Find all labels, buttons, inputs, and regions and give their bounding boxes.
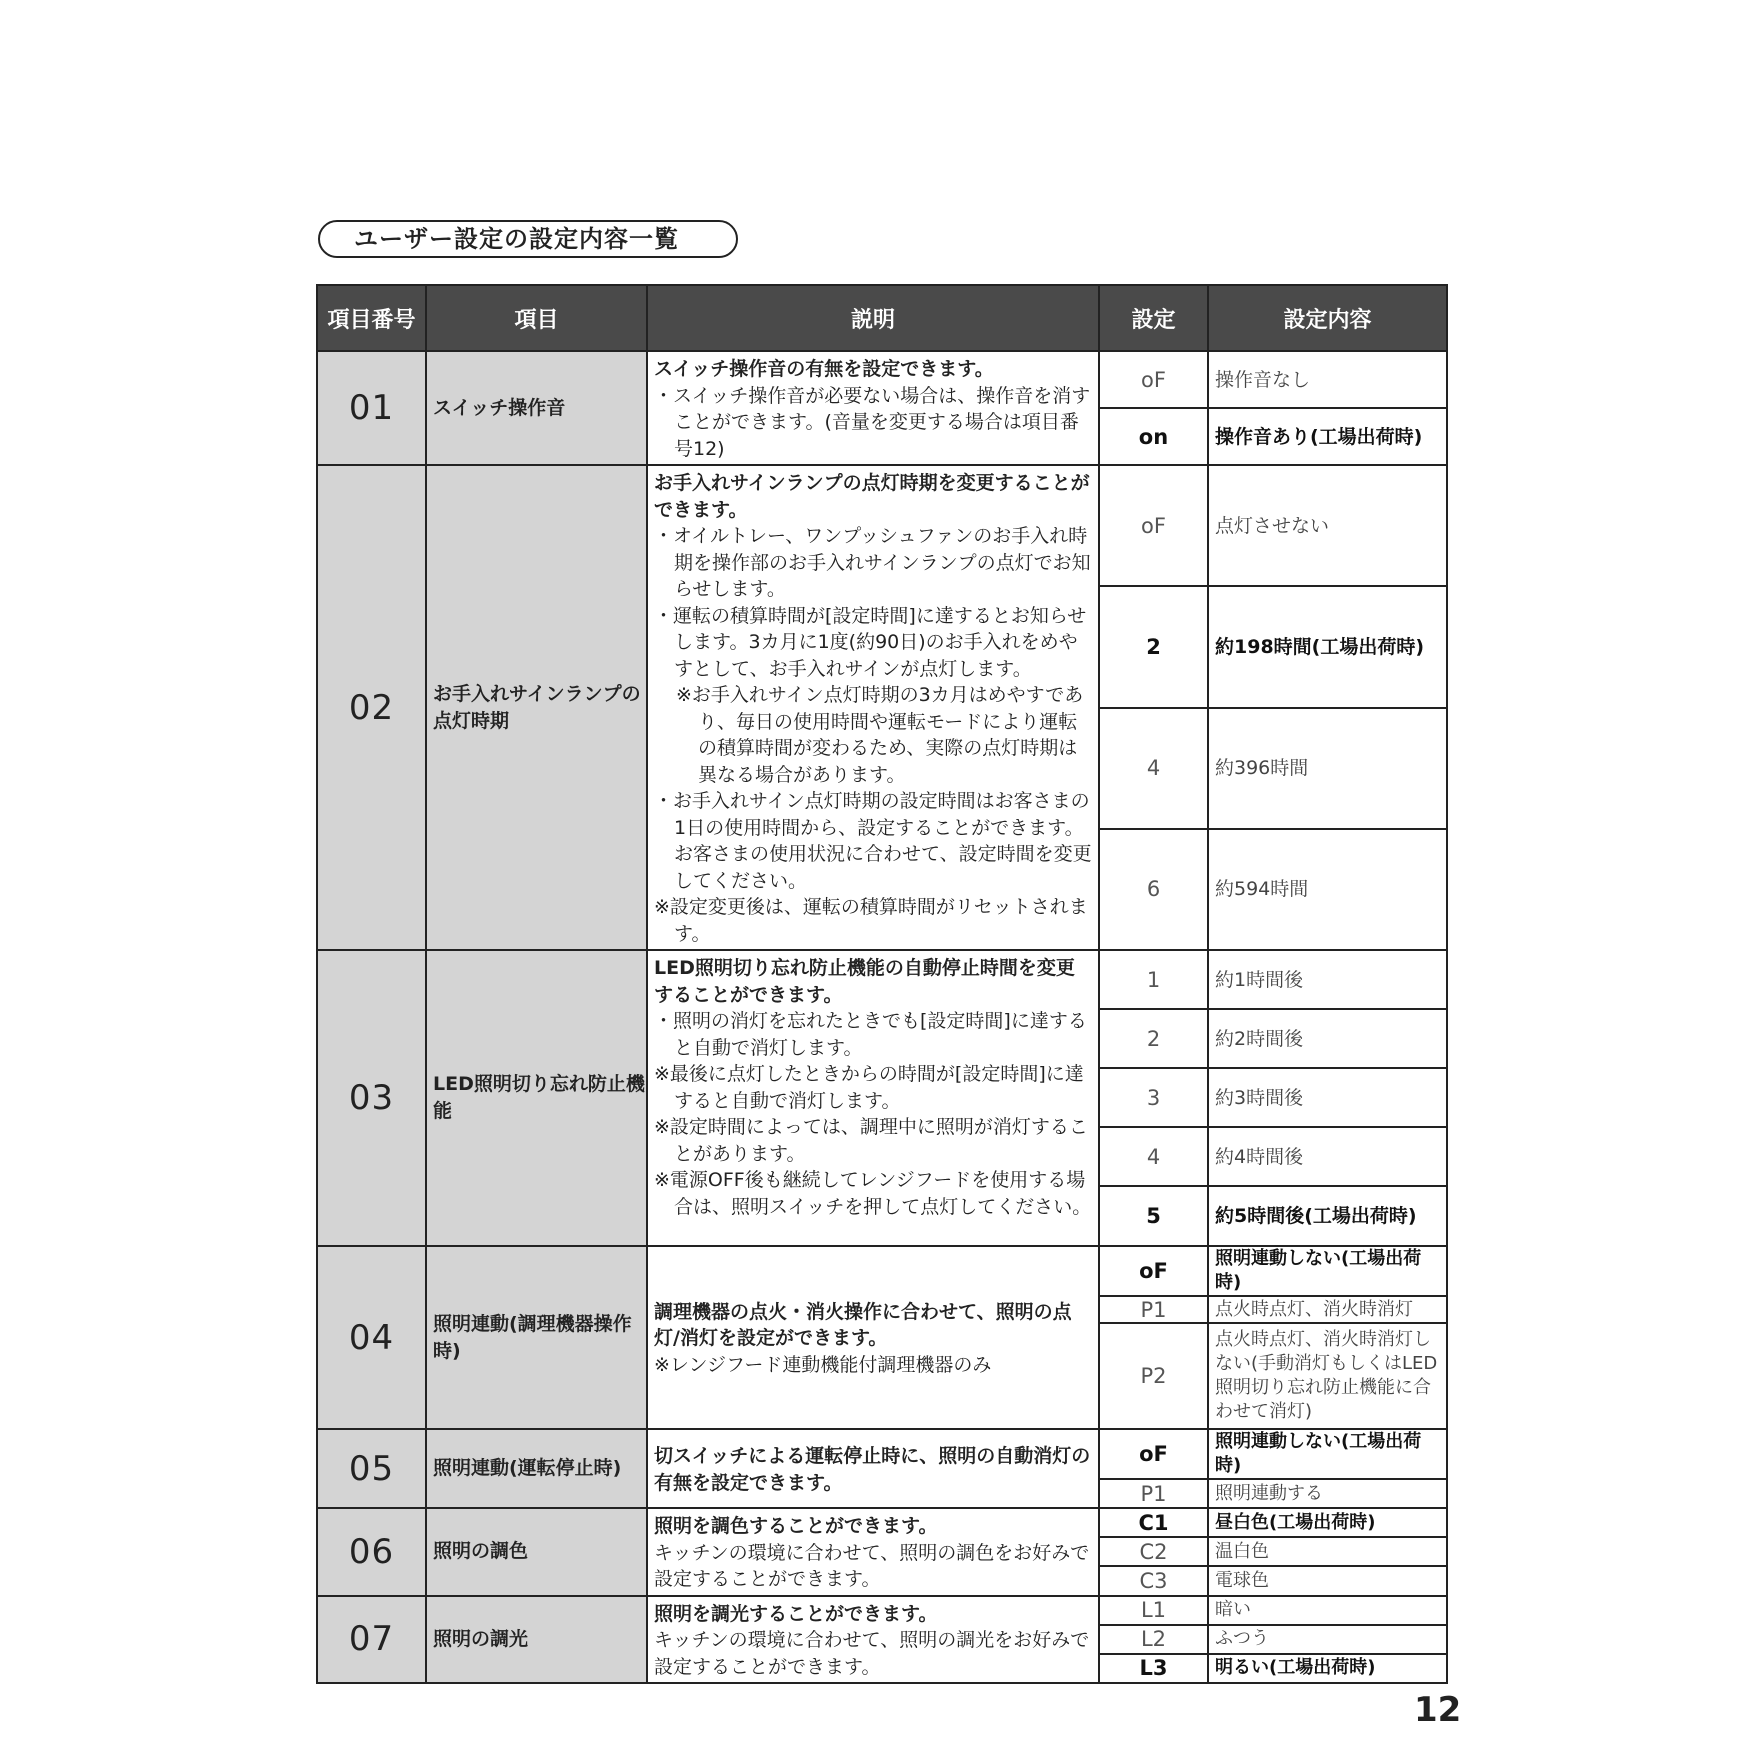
setting-code: L1: [1099, 1596, 1208, 1625]
setting-value: 約1時間後: [1208, 950, 1447, 1009]
item-number: 06: [317, 1508, 426, 1596]
item-description: [647, 1246, 1099, 1429]
setting-code: 5: [1099, 1186, 1208, 1246]
setting-code: 2: [1099, 586, 1208, 707]
table-row: [317, 1246, 1447, 1296]
item-number: 04: [317, 1246, 426, 1429]
setting-code: oF: [1099, 351, 1208, 408]
description-lead: 照明を調色することができます。: [654, 1515, 938, 1537]
table-row: [317, 1429, 1447, 1479]
description-note: ※設定時間によっては、調理中に照明が消灯することがあります。: [654, 1116, 1088, 1165]
user-settings-table: [316, 284, 1448, 1684]
page-number: 12: [1414, 1690, 1462, 1730]
item-description: [647, 1429, 1099, 1508]
setting-value: 暗い: [1208, 1596, 1447, 1625]
setting-value: 約2時間後: [1208, 1009, 1447, 1068]
item-name: 照明連動(調理機器操作時): [426, 1246, 647, 1429]
setting-value: 約4時間後: [1208, 1127, 1447, 1186]
description-note: ※設定変更後は、運転の積算時間がリセットされます。: [654, 896, 1088, 945]
item-name: 照明連動(運転停止時): [426, 1429, 647, 1508]
setting-value: 約3時間後: [1208, 1068, 1447, 1127]
description-lead: LED照明切り忘れ防止機能の自動停止時間を変更することができます。: [654, 957, 1075, 1006]
header-desc: 説明: [647, 285, 1099, 351]
item-number: 01: [317, 351, 426, 465]
table-row: [317, 465, 1447, 586]
setting-code: P2: [1099, 1323, 1208, 1429]
setting-code: C2: [1099, 1537, 1208, 1566]
table-header-row: [317, 285, 1447, 351]
setting-value: 約5時間後(工場出荷時): [1208, 1186, 1447, 1246]
setting-value: 照明連動しない(工場出荷時): [1208, 1429, 1447, 1479]
header-content: 設定内容: [1208, 285, 1447, 351]
setting-code: on: [1099, 408, 1208, 465]
setting-code: 4: [1099, 1127, 1208, 1186]
setting-value: 点火時点灯、消火時消灯: [1208, 1296, 1447, 1323]
description-bullet: ・スイッチ操作音が必要ない場合は、操作音を消すことができます。(音量を変更する場合は項目番号12): [654, 384, 1091, 460]
setting-code: L3: [1099, 1654, 1208, 1683]
setting-code: C3: [1099, 1566, 1208, 1595]
table-row: [317, 950, 1447, 1009]
item-description: [647, 1596, 1099, 1684]
description-text: キッチンの環境に合わせて、照明の調色をお好みで設定することができます。: [654, 1541, 1090, 1590]
item-name: お手入れサインランプの点灯時期: [426, 465, 647, 950]
setting-code: P1: [1099, 1479, 1208, 1508]
item-name: LED照明切り忘れ防止機能: [426, 950, 647, 1246]
description-lead: 切スイッチによる運転停止時に、照明の自動消灯の有無を設定できます。: [654, 1445, 1091, 1494]
item-number: 03: [317, 950, 426, 1246]
description-note: ※最後に点灯したときからの時間が[設定時間]に達すると自動で消灯します。: [654, 1063, 1084, 1112]
setting-value: 昼白色(工場出荷時): [1208, 1508, 1447, 1537]
header-code: 設定: [1099, 285, 1208, 351]
description-lead: 調理機器の点火・消火操作に合わせて、照明の点灯/消灯を設定ができます。: [654, 1300, 1072, 1350]
item-name: スイッチ操作音: [426, 351, 647, 465]
setting-code: 4: [1099, 708, 1208, 829]
item-number: 05: [317, 1429, 426, 1508]
description-lead: スイッチ操作音の有無を設定できます。: [654, 358, 994, 380]
description-note: ※電源OFF後も継続してレンジフードを使用する場合は、照明スイッチを押して点灯してください。: [654, 1169, 1092, 1218]
description-bullet: ・お手入れサイン点灯時期の設定時間はお客さまの1日の使用時間から、設定することができます。お客さまの使用状況に合わせて、設定時間を変更してください。: [654, 790, 1092, 892]
setting-value: 操作音あり(工場出荷時): [1208, 408, 1447, 465]
setting-code: 3: [1099, 1068, 1208, 1127]
setting-code: 6: [1099, 829, 1208, 950]
item-name: 照明の調光: [426, 1596, 647, 1684]
table-row: [317, 1508, 1447, 1537]
setting-code: oF: [1099, 1246, 1208, 1296]
item-number: 02: [317, 465, 426, 950]
setting-value: 約594時間: [1208, 829, 1447, 950]
description-lead: お手入れサインランプの点灯時期を変更することができます。: [654, 472, 1090, 521]
item-description: [647, 950, 1099, 1246]
description-note: ※お手入れサイン点灯時期の3カ月はめやすであり、毎日の使用時間や運転モードにより運転の積算時間が変わるため、実際の点灯時期は異なる場合があります。: [676, 684, 1084, 786]
table-row: [317, 351, 1447, 408]
setting-code: L2: [1099, 1625, 1208, 1654]
item-description: [647, 1508, 1099, 1596]
item-name: 照明の調色: [426, 1508, 647, 1596]
description-bullet: ・照明の消灯を忘れたときでも[設定時間]に達すると自動で消灯します。: [654, 1010, 1087, 1059]
setting-code: 1: [1099, 950, 1208, 1009]
setting-value: 照明連動しない(工場出荷時): [1208, 1246, 1447, 1296]
description-bullet: ・運転の積算時間が[設定時間]に達するとお知らせします。3カ月に1度(約90日)のお手入れをめやすとして、お手入れサインが点灯します。: [654, 604, 1087, 680]
item-description: [647, 465, 1099, 950]
setting-value: 点灯させない: [1208, 465, 1447, 586]
page-title: ユーザー設定の設定内容一覧: [318, 220, 738, 258]
item-number: 07: [317, 1596, 426, 1684]
description-lead: 照明を調光することができます。: [654, 1602, 938, 1625]
setting-value: 電球色: [1208, 1566, 1447, 1595]
description-bullet: ・オイルトレー、ワンプッシュファンのお手入れ時期を操作部のお手入れサインランプの点灯でお知らせします。: [654, 525, 1091, 600]
setting-value: 明るい(工場出荷時): [1208, 1654, 1447, 1683]
setting-value: 約198時間(工場出荷時): [1208, 586, 1447, 707]
header-num: 項目番号: [317, 285, 426, 351]
table-row: [317, 1596, 1447, 1625]
setting-value: 温白色: [1208, 1537, 1447, 1566]
description-text: キッチンの環境に合わせて、照明の調光をお好みで設定することができます。: [654, 1629, 1090, 1678]
item-description: [647, 351, 1099, 465]
setting-value: 約396時間: [1208, 708, 1447, 829]
setting-code: oF: [1099, 465, 1208, 586]
header-item: 項目: [426, 285, 647, 351]
setting-value: ふつう: [1208, 1625, 1447, 1654]
setting-code: C1: [1099, 1508, 1208, 1537]
setting-value: 点火時点灯、消火時消灯しない(手動消灯もしくはLED照明切り忘れ防止機能に合わせて消灯): [1208, 1323, 1447, 1429]
setting-value: 操作音なし: [1208, 351, 1447, 408]
description-note: ※レンジフード連動機能付調理機器のみ: [654, 1353, 992, 1376]
setting-code: 2: [1099, 1009, 1208, 1068]
setting-code: oF: [1099, 1429, 1208, 1479]
setting-value: 照明連動する: [1208, 1479, 1447, 1508]
setting-code: P1: [1099, 1296, 1208, 1323]
